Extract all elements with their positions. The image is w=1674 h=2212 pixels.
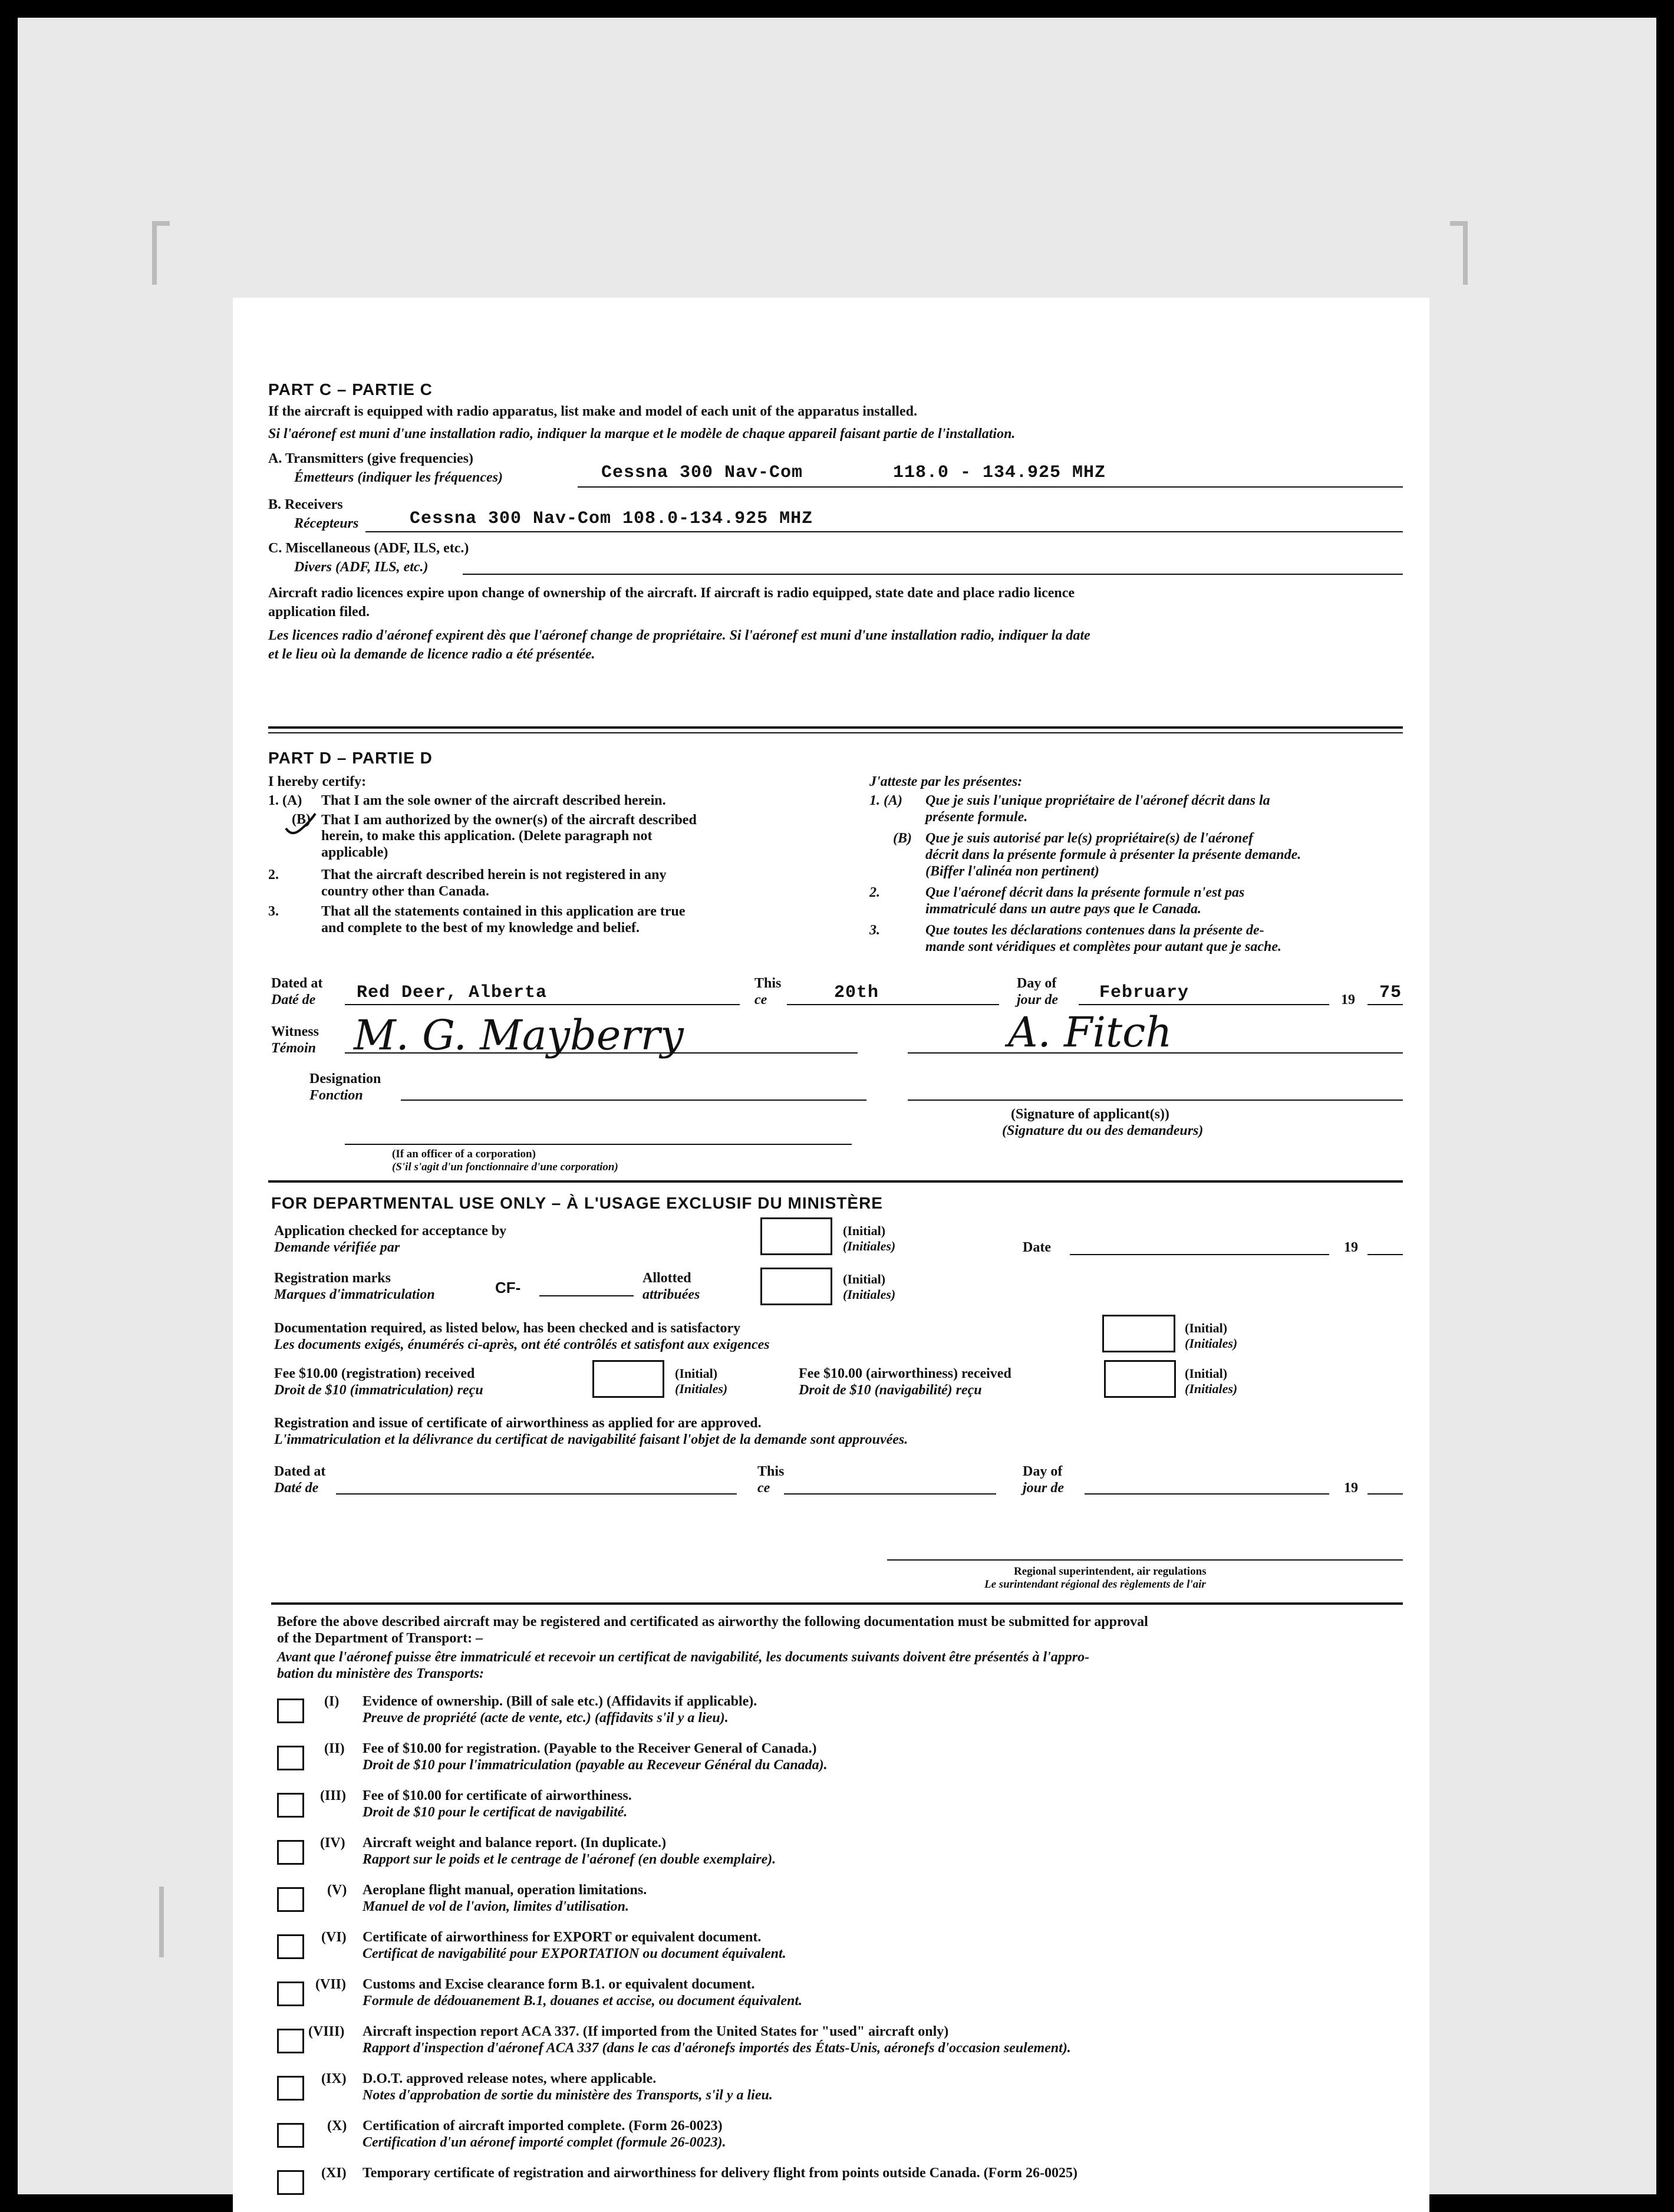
checklist-checkbox-1[interactable] [277, 1698, 304, 1723]
item-3-number: 3. [268, 904, 279, 919]
item-1b-en-2: herein, to make this application. (Delete paragraph not [321, 828, 653, 844]
departmental-header: FOR DEPARTMENTAL USE ONLY – À L'USAGE EXCLUSIF DU MINISTÈRE [271, 1194, 883, 1212]
checklist-item-10-en: Certification of aircraft imported complete. (Form 26-0023) [363, 2118, 723, 2134]
checklist-item-9-fr: Notes d'approbation de sortie du ministère des Transports, s'il y a lieu. [363, 2088, 773, 2103]
checklist-item-7-en: Customs and Excise clearance form B.1. or equivalent document. [363, 1977, 755, 1992]
checklist-intro-en-2: of the Department of Transport: – [277, 1631, 483, 1646]
section-divider-3 [271, 1602, 1403, 1605]
item-3-fr-2: mande sont véridiques et complètes pour autant que je sache. [925, 939, 1281, 954]
year-line [1367, 1004, 1403, 1005]
licence-text-en-2: application filed. [268, 604, 370, 620]
year-prefix: 19 [1341, 992, 1355, 1008]
witness-fr: Témoin [271, 1041, 316, 1056]
dept-day-of-fr: jour de [1023, 1480, 1065, 1496]
dept-dated-at-fr: Daté de [274, 1480, 319, 1496]
checklist-item-9-number: (IX) [321, 2071, 347, 2086]
certify-en: I hereby certify: [268, 774, 367, 789]
day-of-value: February [1099, 983, 1189, 1003]
receivers-value: Cessna 300 Nav-Com 108.0-134.925 MHZ [410, 509, 813, 529]
checklist-checkbox-10[interactable] [277, 2123, 304, 2148]
section-divider-2 [268, 1180, 1403, 1183]
receivers-label-en: B. Receivers [268, 497, 343, 512]
fee-registration-en: Fee $10.00 (registration) received [274, 1366, 475, 1381]
part-c-header: PART C – PARTIE C [268, 380, 433, 399]
certify-fr: J'atteste par les présentes: [869, 774, 1023, 789]
checklist-checkbox-7[interactable] [277, 1981, 304, 2006]
checklist-item-8-fr: Rapport d'inspection d'aéronef ACA 337 (dans le cas d'aéronefs importés des États-Unis, aéronefs d'occasion seulement). [363, 2040, 1071, 2056]
dept-year-line [1367, 1493, 1403, 1495]
checklist-checkbox-3[interactable] [277, 1793, 304, 1818]
year-value: 75 [1379, 983, 1402, 1003]
licence-text-fr-2: et le lieu où la demande de licence radio a été présentée. [268, 647, 595, 662]
checklist-item-3-fr: Droit de $10 pour le certificat de navigabilité. [363, 1805, 628, 1820]
officer-note-en: (If an officer of a corporation) [392, 1148, 536, 1160]
checklist-item-1-en: Evidence of ownership. (Bill of sale etc.) (Affidavits if applicable). [363, 1694, 757, 1709]
day-of-fr: jour de [1017, 992, 1059, 1008]
item-1b-fr-3: (Biffer l'alinéa non pertinent) [925, 864, 1099, 879]
checklist-item-10-number: (X) [327, 2118, 347, 2134]
checklist-item-1-fr: Preuve de propriété (acte de vente, etc.) (affidavits s'il y a lieu). [363, 1710, 729, 1726]
checklist-checkbox-11[interactable] [277, 2170, 304, 2195]
checklist-item-5-en: Aeroplane flight manual, operation limitations. [363, 1882, 647, 1898]
section-divider-1b [268, 732, 1403, 733]
item-1a-fr-2: présente formule. [925, 809, 1028, 825]
item-1b-en-3: applicable) [321, 845, 388, 860]
designation-line [401, 1100, 866, 1101]
item-3-fr-number: 3. [869, 923, 880, 938]
item-2-fr-1: Que l'aéronef décrit dans la présente formule n'est pas [925, 885, 1245, 900]
officer-note-fr: (S'il s'agit d'un fonctionnaire d'une corporation) [392, 1161, 618, 1173]
checklist-item-3-en: Fee of $10.00 for certificate of airworthiness. [363, 1788, 632, 1803]
transmitters-label-fr: Émetteurs (indiquer les fréquences) [294, 470, 503, 485]
approval-en: Registration and issue of certificate of airworthiness as applied for are approved. [274, 1416, 762, 1431]
fee-airworthiness-fr: Droit de $10 (navigabilité) reçu [799, 1382, 982, 1398]
checklist-item-2-number: (II) [324, 1741, 345, 1756]
docs-en: Documentation required, as listed below, has been checked and is satisfactory [274, 1321, 741, 1336]
form-page [233, 298, 1429, 2212]
applicant-signature: A. Fitch [1008, 1008, 1172, 1056]
designation-en: Designation [309, 1071, 381, 1087]
item-1a-en: That I am the sole owner of the aircraft described herein. [321, 793, 666, 808]
item-1b-number: (B) [292, 812, 311, 827]
dated-at-en: Dated at [271, 976, 323, 991]
checklist-checkbox-9[interactable] [277, 2076, 304, 2101]
checklist-item-1-number: (I) [324, 1694, 340, 1709]
witness-signature: M. G. Mayberry [354, 1011, 684, 1059]
licence-text-en-1: Aircraft radio licences expire upon change of ownership of the aircraft. If aircraft is radio equipped, state date and place radio licence [268, 585, 1075, 601]
marks-initial-box[interactable] [760, 1268, 832, 1305]
item-1a-fr-number: 1. (A) [869, 793, 902, 808]
dept-day-of-line [1085, 1493, 1329, 1495]
checklist-intro-fr-2: bation du ministère des Transports: [277, 1666, 485, 1681]
checklist-item-6-number: (VI) [321, 1930, 347, 1945]
date-label: Date [1023, 1240, 1051, 1255]
item-1b-en-1: That I am authorized by the owner(s) of the aircraft described [321, 812, 697, 828]
fee-registration-initial-fr: (Initiales) [675, 1381, 728, 1396]
witness-en: Witness [271, 1024, 319, 1039]
dept-this-line [784, 1493, 996, 1495]
checked-initial-fr: (Initiales) [843, 1239, 896, 1253]
signature-applicant-en: (Signature of applicant(s)) [1011, 1107, 1169, 1122]
crop-mark-bottom-left [159, 1887, 177, 1957]
marks-initial-en: (Initial) [843, 1272, 886, 1286]
checklist-item-10-fr: Certification d'un aéronef importé complet (formule 26-0023). [363, 2135, 726, 2150]
item-3-fr-1: Que toutes les déclarations contenues dans la présente de- [925, 923, 1264, 938]
checked-en: Application checked for acceptance by [274, 1223, 507, 1239]
checklist-item-4-fr: Rapport sur le poids et le centrage de l'aéronef (en double exemplaire). [363, 1852, 776, 1867]
fee-registration-initial-box[interactable] [592, 1360, 664, 1398]
part-d-header: PART D – PARTIE D [268, 749, 433, 767]
dated-at-value: Red Deer, Alberta [357, 983, 548, 1003]
checked-initial-en: (Initial) [843, 1223, 886, 1238]
applicant-signature-line-2 [908, 1100, 1403, 1101]
signature-applicant-fr: (Signature du ou des demandeurs) [1002, 1123, 1204, 1138]
fee-registration-initial-en: (Initial) [675, 1366, 718, 1381]
part-c-intro-en: If the aircraft is equipped with radio apparatus, list make and model of each unit of the apparatus installed. [268, 404, 917, 419]
fee-airworthiness-initial-fr: (Initiales) [1185, 1381, 1238, 1396]
licence-text-fr-1: Les licences radio d'aéronef expirent dès que l'aéronef change de propriétaire. Si l'aéronef est muni d'une installation radio, indiquer la date [268, 628, 1090, 643]
this-line [787, 1004, 999, 1005]
transmitters-label-en: A. Transmitters (give frequencies) [268, 451, 473, 466]
item-3-en-1: That all the statements contained in this application are true [321, 904, 686, 919]
part-c-intro-fr: Si l'aéronef est muni d'une installation radio, indiquer la marque et le modèle de chaque appareil faisant partie de l'installation. [268, 426, 1016, 442]
checklist-checkbox-6[interactable] [277, 1934, 304, 1959]
item-1a-fr-1: Que je suis l'unique propriétaire de l'aéronef décrit dans la [925, 793, 1270, 808]
checklist-item-4-en: Aircraft weight and balance report. (In duplicate.) [363, 1835, 667, 1851]
checklist-item-2-en: Fee of $10.00 for registration. (Payable to the Receiver General of Canada.) [363, 1741, 817, 1756]
dept-this-en: This [757, 1464, 785, 1479]
day-of-line [1079, 1004, 1329, 1005]
item-3-en-2: and complete to the best of my knowledge and belief. [321, 920, 640, 936]
dept-this-fr: ce [757, 1480, 770, 1496]
strike-mark-icon [283, 811, 318, 840]
fee-airworthiness-initial-en: (Initial) [1185, 1366, 1228, 1381]
approval-fr: L'immatriculation et la délivrance du certificat de navigabilité faisant l'objet de la demande sont approuvées. [274, 1432, 908, 1447]
checklist-item-8-en: Aircraft inspection report ACA 337. (If imported from the United States for "used" aircraft only) [363, 2024, 949, 2039]
checklist-item-7-fr: Formule de dédouanement B.1, douanes et accise, ou document équivalent. [363, 1993, 802, 2009]
allotted-en: Allotted [642, 1270, 691, 1286]
witness-line [345, 1052, 858, 1054]
item-2-en-2: country other than Canada. [321, 884, 489, 899]
dept-dated-at-line [336, 1493, 737, 1495]
dept-day-of-en: Day of [1023, 1464, 1063, 1479]
dated-at-fr: Daté de [271, 992, 316, 1008]
misc-label-en: C. Miscellaneous (ADF, ILS, etc.) [268, 541, 469, 556]
day-of-en: Day of [1017, 976, 1057, 991]
item-1a-number: 1. (A) [268, 793, 302, 808]
item-2-fr-number: 2. [869, 885, 880, 900]
dept-year-prefix: 19 [1344, 1480, 1358, 1496]
item-2-fr-2: immatriculé dans un autre pays que le Canada. [925, 901, 1202, 917]
checklist-item-5-number: (V) [327, 1882, 347, 1898]
crop-mark-top-right [1450, 221, 1468, 285]
checklist-intro-en-1: Before the above described aircraft may be registered and certificated as airworthy the following documentation must be submitted for approval [277, 1614, 1148, 1630]
fee-airworthiness-en: Fee $10.00 (airworthiness) received [799, 1366, 1011, 1381]
checklist-item-7-number: (VII) [315, 1977, 346, 1992]
fee-airworthiness-initial-box[interactable] [1104, 1360, 1176, 1398]
checklist-intro-fr-1: Avant que l'aéronef puisse être immatriculé et recevoir un certificat de navigabilité, les documents suivants doivent être présentés à l'appro- [277, 1650, 1090, 1665]
section-divider-1 [268, 726, 1403, 729]
applicant-signature-line-1 [908, 1052, 1403, 1054]
this-value: 20th [834, 983, 879, 1003]
checklist-item-8-number: (VIII) [308, 2024, 345, 2039]
misc-label-fr: Divers (ADF, ILS, etc.) [294, 559, 429, 575]
transmitters-frequency: 118.0 - 134.925 MHZ [893, 463, 1106, 483]
transmitters-line [578, 486, 1403, 488]
cf-line [539, 1295, 634, 1296]
allotted-fr: attribuées [642, 1287, 700, 1302]
marks-initial-fr: (Initiales) [843, 1287, 896, 1302]
date-year-prefix: 19 [1344, 1240, 1358, 1255]
officer-line [345, 1144, 852, 1145]
checklist-checkbox-5[interactable] [277, 1887, 304, 1912]
crop-mark-top-left [152, 221, 170, 285]
item-1b-fr-1: Que je suis autorisé par le(s) propriétaire(s) de l'aéronef [925, 831, 1253, 846]
this-fr: ce [754, 992, 767, 1008]
checklist-item-11-en: Temporary certificate of registration and airworthiness for delivery flight from points outside Canada. (Form 26-0025) [363, 2165, 1077, 2181]
checklist-checkbox-8[interactable] [277, 2029, 304, 2053]
checklist-item-9-en: D.O.T. approved release notes, where applicable. [363, 2071, 657, 2086]
checklist-item-2-fr: Droit de $10 pour l'immatriculation (payable au Receveur Général du Canada). [363, 1757, 828, 1773]
date-year-line [1367, 1254, 1403, 1255]
checklist-checkbox-2[interactable] [277, 1746, 304, 1770]
checklist-checkbox-4[interactable] [277, 1840, 304, 1865]
checklist-item-6-fr: Certificat de navigabilité pour EXPORTATION ou document équivalent. [363, 1946, 786, 1961]
designation-fr: Fonction [309, 1088, 363, 1103]
superintendent-en: Regional superintendent, air regulations [1014, 1565, 1207, 1578]
dept-dated-at-en: Dated at [274, 1464, 326, 1479]
misc-line [463, 574, 1403, 575]
docs-initial-fr: (Initiales) [1185, 1336, 1238, 1351]
superintendent-fr: Le surintendant régional des règlements de l'air [984, 1578, 1206, 1591]
checklist-item-6-en: Certificate of airworthiness for EXPORT or equivalent document. [363, 1930, 762, 1945]
cf-prefix: CF- [495, 1279, 521, 1296]
marks-fr: Marques d'immatriculation [274, 1287, 435, 1302]
superintendent-line [887, 1559, 1403, 1561]
checked-initial-box[interactable] [760, 1217, 832, 1255]
marks-en: Registration marks [274, 1270, 391, 1286]
checklist-item-3-number: (III) [320, 1788, 347, 1803]
transmitters-value: Cessna 300 Nav-Com [601, 463, 803, 483]
checklist-item-5-fr: Manuel de vol de l'avion, limites d'utilisation. [363, 1899, 630, 1914]
receivers-line [365, 531, 1403, 532]
docs-initial-box[interactable] [1102, 1315, 1175, 1352]
checklist-item-4-number: (IV) [320, 1835, 345, 1851]
date-line [1070, 1254, 1329, 1255]
docs-fr: Les documents exigés, énumérés ci-après, ont été contrôlés et satisfont aux exigences [274, 1337, 770, 1352]
this-en: This [754, 976, 782, 991]
item-1b-fr-2: décrit dans la présente formule à présenter la présente demande. [925, 847, 1301, 863]
dated-at-line [345, 1004, 740, 1005]
item-2-en-1: That the aircraft described herein is not registered in any [321, 867, 667, 883]
fee-registration-fr: Droit de $10 (immatriculation) reçu [274, 1382, 483, 1398]
item-1b-fr-number: (B) [893, 831, 912, 846]
docs-initial-en: (Initial) [1185, 1321, 1228, 1335]
item-2-number: 2. [268, 867, 279, 883]
receivers-label-fr: Récepteurs [294, 516, 359, 531]
checklist-item-11-number: (XI) [321, 2165, 347, 2181]
checked-fr: Demande vérifiée par [274, 1240, 400, 1255]
